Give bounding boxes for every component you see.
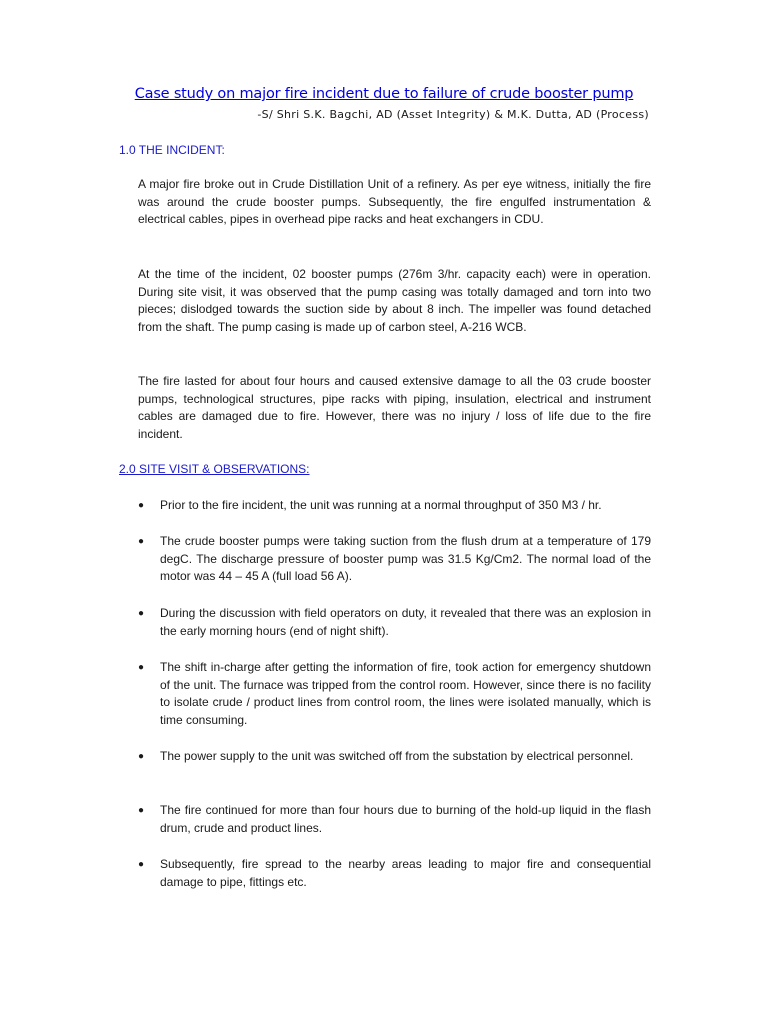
document-authors: -S/ Shri S.K. Bagchi, AD (Asset Integrity) & M.K. Dutta, AD (Process) (257, 108, 649, 121)
list-item-text: The crude booster pumps were taking suction from the flush drum at a temperature of 179 degC. The discharge pressure of booster pump was 31.5 Kg/Cm2. The normal load of the motor was 44 – 45 A (full load 56 A). (160, 534, 651, 584)
bullet-icon: ● (138, 859, 145, 870)
list-item (138, 605, 651, 640)
list-item (138, 748, 651, 766)
list-item (138, 497, 651, 515)
bullet-icon: ● (138, 805, 145, 816)
bullet-icon: ● (138, 751, 145, 762)
list-item (138, 856, 651, 891)
list-item (138, 802, 651, 837)
list-item-text: During the discussion with field operators on duty, it revealed that there was an explosion in the early morning hours (end of night shift). (160, 606, 651, 638)
list-item-text: Subsequently, fire spread to the nearby areas leading to major fire and consequential damage to pipe, fittings etc. (160, 857, 651, 889)
incident-paragraph: A major fire broke out in Crude Distillation Unit of a refinery. As per eye witness, initially the fire was around the crude booster pumps. Subsequently, the fire engulfed instrumentation & electrical cables, pipes in overhead pipe racks and heat exchangers in CDU. (138, 177, 651, 227)
bullet-icon: ● (138, 536, 145, 547)
list-item (138, 659, 651, 729)
incident-paragraph: At the time of the incident, 02 booster pumps (276m 3/hr. capacity each) were in operation. During site visit, it was observed that the pump casing was totally damaged and torn into two pieces; dislodged towards the suction side by about 8 inch. The impeller was found detached from the shaft. The pump casing is made up of carbon steel, A-216 WCB. (138, 267, 651, 334)
list-item-text: The power supply to the unit was switched off from the substation by electrical personnel. (160, 749, 634, 763)
bullet-icon: ● (138, 608, 145, 619)
list-item-text: The shift in-charge after getting the information of fire, took action for emergency shutdown of the unit. The furnace was tripped from the control room. However, since there is no facility to isolate crude / product lines from control room, the lines were isolated manually, which is time consuming. (160, 660, 651, 727)
bullet-icon: ● (138, 500, 145, 511)
bullet-icon: ● (138, 662, 145, 673)
section-heading-incident: 1.0 THE INCIDENT: (119, 143, 225, 157)
incident-paragraph: The fire lasted for about four hours and caused extensive damage to all the 03 crude booster pumps, technological structures, pipe racks with piping, insulation, electrical and instrument cables are damaged due to fire. However, there was no injury / loss of life due to the fire incident. (138, 374, 651, 441)
list-item-text: The fire continued for more than four hours due to burning of the hold-up liquid in the flash drum, crude and product lines. (160, 803, 651, 835)
list-item (138, 533, 651, 586)
document-title: Case study on major fire incident due to failure of crude booster pump (134, 86, 634, 102)
section-heading-observations: 2.0 SITE VISIT & OBSERVATIONS: (119, 462, 310, 476)
list-item-text: Prior to the fire incident, the unit was running at a normal throughput of 350 M3 / hr. (160, 498, 602, 512)
